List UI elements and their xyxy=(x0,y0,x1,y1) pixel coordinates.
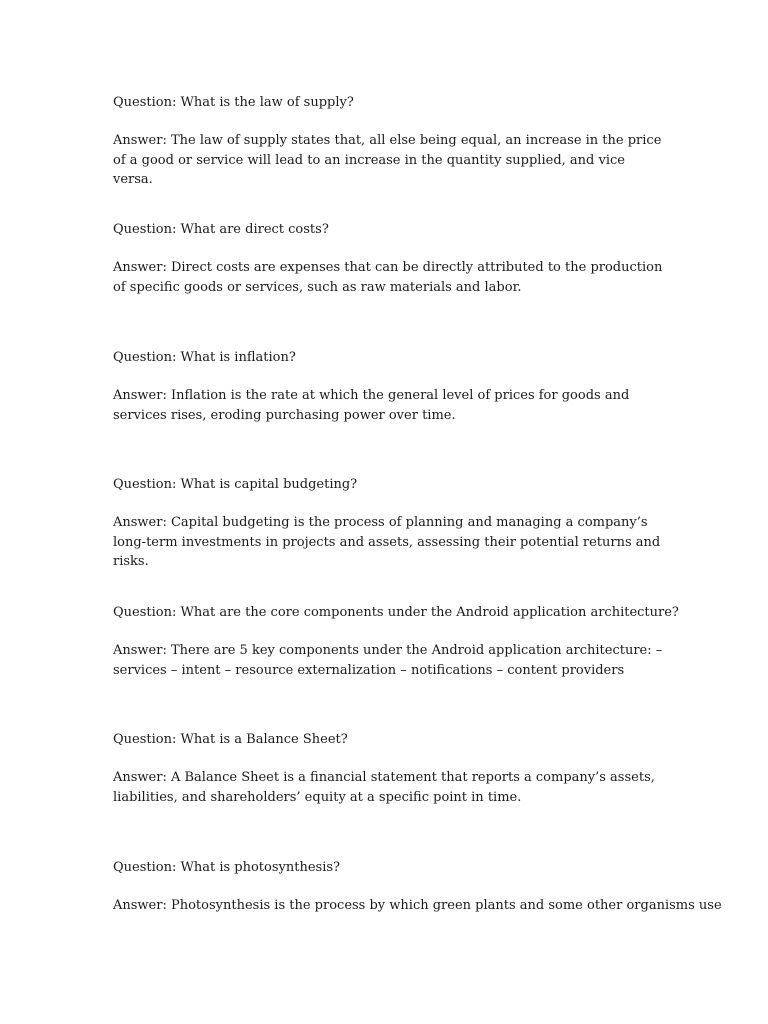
qa-block-android-architecture xyxy=(113,603,679,680)
answer-text: Answer: Inflation is the rate at which the general level of prices for goods and services rises, eroding purchasing power over time. xyxy=(113,388,630,423)
qa-block-law-of-supply xyxy=(113,93,663,190)
question-text: Question: What is a Balance Sheet? xyxy=(113,732,348,747)
answer-text: Answer: There are 5 key components under the Android application architecture: – services – intent – resource externalization – notifications – content providers xyxy=(113,643,663,678)
answer-text: Answer: A Balance Sheet is a financial statement that reports a company’s assets, liabilities, and shareholders’ equity at a specific point in time. xyxy=(113,770,655,805)
qa-block-inflation xyxy=(113,348,663,425)
qa-block-balance-sheet xyxy=(113,730,663,807)
question-text: Question: What is the law of supply? xyxy=(113,95,354,110)
qa-block-direct-costs xyxy=(113,220,663,297)
question-text: Question: What are the core components under the Android application architecture? xyxy=(113,605,679,620)
question-text: Question: What is capital budgeting? xyxy=(113,477,358,492)
qa-block-capital-budgeting xyxy=(113,475,663,572)
question-text: Question: What is inflation? xyxy=(113,350,296,365)
answer-text: Answer: Photosynthesis is the process by which green plants and some other organisms use xyxy=(113,898,722,913)
qa-block-photosynthesis xyxy=(113,858,722,916)
answer-text: Answer: Direct costs are expenses that can be directly attributed to the production of specific goods or services, such as raw materials and labor. xyxy=(113,260,663,295)
question-text: Question: What is photosynthesis? xyxy=(113,860,341,875)
answer-text: Answer: Capital budgeting is the process of planning and managing a company’s long-term investments in projects and assets, assessing their potential returns and risks. xyxy=(113,515,661,569)
question-text: Question: What are direct costs? xyxy=(113,222,329,237)
answer-text: Answer: The law of supply states that, all else being equal, an increase in the price of a good or service will lead to an increase in the quantity supplied, and vice versa. xyxy=(113,133,662,187)
